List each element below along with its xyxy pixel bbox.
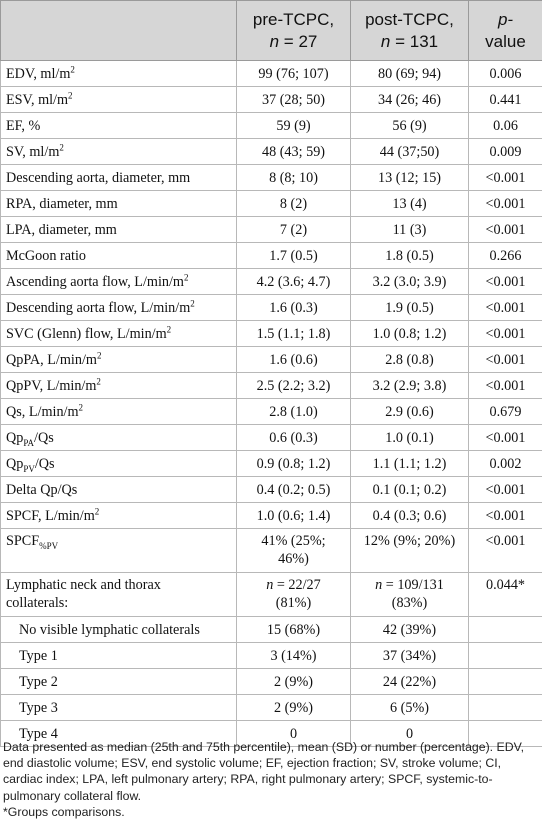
pre-value: 0.6 (0.3): [237, 425, 351, 451]
post-value: 24 (22%): [351, 669, 469, 695]
p-value: 0.006: [469, 61, 542, 87]
pre-value: 99 (76; 107): [237, 61, 351, 87]
row-label: SV, $ml/m^2$: [1, 139, 237, 165]
table-row-lymphatic: [1, 573, 542, 617]
header-post-count: = 131: [390, 31, 439, 51]
pre-value: 15 (68%): [237, 617, 351, 643]
p-value: <0.001: [469, 217, 542, 243]
header-pre-n: n: [269, 31, 280, 51]
row-label: $Qp_{PA}/Qs$: [1, 425, 237, 451]
post-value: 12% (9%; 20%): [351, 529, 469, 573]
row-label: Descending aorta flow, $L/\min/m^2$: [1, 295, 237, 321]
row-label: Type 2: [1, 669, 237, 695]
row-label: ESV, $ml/m^2$: [1, 87, 237, 113]
header-pre-count: = 27: [279, 31, 318, 51]
table-footnote: [3, 739, 539, 820]
header-p-value: [469, 1, 542, 61]
header-pre-line1: pre-TCPC,: [252, 9, 335, 29]
pre-value: 59 (9): [237, 113, 351, 139]
post-value: 11 (3): [351, 217, 469, 243]
p-value: [469, 643, 542, 669]
post-value: 42 (39%): [351, 617, 469, 643]
p-value: [469, 617, 542, 643]
table-body: [1, 61, 542, 747]
row-label: Type 4: [1, 721, 237, 747]
p-value: <0.001: [469, 269, 542, 295]
pre-value: 1.7 (0.5): [237, 243, 351, 269]
pre-value: n = 22/27 (81%): [237, 573, 351, 617]
pre-value: 1.0 (0.6; 1.4): [237, 503, 351, 529]
header-post-line1: post-TCPC,: [365, 9, 454, 29]
post-value: 13 (12; 15): [351, 165, 469, 191]
post-value: 56 (9): [351, 113, 469, 139]
row-label: QpPA, $L/\min/m^2$: [1, 347, 237, 373]
post-value: 6 (5%): [351, 695, 469, 721]
post-value: 0: [351, 721, 469, 747]
post-value: 34 (26; 46): [351, 87, 469, 113]
table-row: [1, 477, 542, 503]
pre-value: 1.5 (1.1; 1.8): [237, 321, 351, 347]
row-label: No visible lymphatic collaterals: [1, 617, 237, 643]
post-value: 44 (37;50): [351, 139, 469, 165]
post-value: 1.0 (0.8; 1.2): [351, 321, 469, 347]
pre-value: 2 (9%): [237, 669, 351, 695]
row-label: SPCF, $L/\min/m^2$: [1, 503, 237, 529]
p-value: <0.001: [469, 373, 542, 399]
row-label: $Qp_{PV}/Qs$: [1, 451, 237, 477]
post-value: n = 109/131 (83%): [351, 573, 469, 617]
pre-value: 48 (43; 59): [237, 139, 351, 165]
p-value: <0.001: [469, 165, 542, 191]
p-value: 0.002: [469, 451, 542, 477]
row-label: QpPV, $L/\min/m^2$: [1, 373, 237, 399]
p-value: 0.441: [469, 87, 542, 113]
p-value: <0.001: [469, 191, 542, 217]
table-row: [1, 503, 542, 529]
table-row-spcf-pv: [1, 529, 542, 573]
header-post-n: n: [380, 31, 391, 51]
pre-value: 2 (9%): [237, 695, 351, 721]
pre-value: 8 (2): [237, 191, 351, 217]
post-value: 2.8 (0.8): [351, 347, 469, 373]
table-row: [1, 451, 542, 477]
row-label: McGoon ratio: [1, 243, 237, 269]
pre-value: 7 (2): [237, 217, 351, 243]
table-row: [1, 243, 542, 269]
row-label: $SPCF_{\%PV}$: [1, 529, 237, 573]
table-row: [1, 61, 542, 87]
table-subrow: [1, 617, 542, 643]
table-subrow: [1, 643, 542, 669]
post-value: 3.2 (3.0; 3.9): [351, 269, 469, 295]
p-value: 0.679: [469, 399, 542, 425]
p-value: 0.009: [469, 139, 542, 165]
pre-value: 2.5 (2.2; 3.2): [237, 373, 351, 399]
pre-value: 0: [237, 721, 351, 747]
pre-value: 3 (14%): [237, 643, 351, 669]
post-value: 2.9 (0.6): [351, 399, 469, 425]
header-pre-tcpc: [237, 1, 351, 61]
table-row: [1, 399, 542, 425]
p-value: <0.001: [469, 425, 542, 451]
pre-value: 2.8 (1.0): [237, 399, 351, 425]
table-row: [1, 139, 542, 165]
post-value: 80 (69; 94): [351, 61, 469, 87]
p-value: <0.001: [469, 347, 542, 373]
p-value: <0.001: [469, 503, 542, 529]
footnote-star: *Groups comparisons.: [3, 804, 125, 819]
header-blank: [1, 1, 237, 61]
post-value: 3.2 (2.9; 3.8): [351, 373, 469, 399]
row-label: EDV, $ml/m^2$: [1, 61, 237, 87]
row-label: Type 1: [1, 643, 237, 669]
post-value: 1.0 (0.1): [351, 425, 469, 451]
row-label: EF, %: [1, 113, 237, 139]
post-value: 0.4 (0.3; 0.6): [351, 503, 469, 529]
post-value: 37 (34%): [351, 643, 469, 669]
table-row: [1, 321, 542, 347]
row-label: SVC (Glenn) flow, $L/\min/m^2$: [1, 321, 237, 347]
table-row: [1, 191, 542, 217]
pre-value: 4.2 (3.6; 4.7): [237, 269, 351, 295]
pre-value: 0.9 (0.8; 1.2): [237, 451, 351, 477]
table-row: [1, 295, 542, 321]
table-row: [1, 347, 542, 373]
post-value: 13 (4): [351, 191, 469, 217]
row-label: Qs, $L/\min/m^2$: [1, 399, 237, 425]
header-post-tcpc: [351, 1, 469, 61]
table-row: [1, 425, 542, 451]
row-label: Type 3: [1, 695, 237, 721]
post-value: 1.8 (0.5): [351, 243, 469, 269]
row-label: RPA, diameter, mm: [1, 191, 237, 217]
post-value: 1.9 (0.5): [351, 295, 469, 321]
p-value: 0.266: [469, 243, 542, 269]
p-value: [469, 695, 542, 721]
row-label: Descending aorta, diameter, mm: [1, 165, 237, 191]
pre-value: 37 (28; 50): [237, 87, 351, 113]
pre-value: 41% (25%; 46%): [237, 529, 351, 573]
table-row: [1, 87, 542, 113]
table-header: [1, 1, 542, 61]
row-label: Ascending aorta flow, $L/\min/m^2$: [1, 269, 237, 295]
pre-value: 0.4 (0.2; 0.5): [237, 477, 351, 503]
pre-value: 1.6 (0.6): [237, 347, 351, 373]
table-subrow: [1, 695, 542, 721]
table-row: [1, 165, 542, 191]
table-row: [1, 217, 542, 243]
p-value: 0.044*: [469, 573, 542, 617]
p-value: <0.001: [469, 295, 542, 321]
p-value: <0.001: [469, 477, 542, 503]
p-value: [469, 669, 542, 695]
p-value: <0.001: [469, 529, 542, 573]
post-value: 0.1 (0.1; 0.2): [351, 477, 469, 503]
pre-value: 8 (8; 10): [237, 165, 351, 191]
footnote-text: Data presented as median (25th and 75th percentile), mean (SD) or number (percentage). EDV, end diastolic volume; ESV, end systolic volume; EF, ejection fraction; SV, stroke volume; CI, cardiac index; LPA, left pulmonary artery; RPA, right pulmonary artery; SPCF, systemic-to-pulmonary collateral flow.: [3, 740, 525, 803]
row-label: Delta Qp/Qs: [1, 477, 237, 503]
table-row: [1, 373, 542, 399]
post-value: 1.1 (1.1; 1.2): [351, 451, 469, 477]
p-value: 0.06: [469, 113, 542, 139]
header-p-line2: value: [485, 31, 526, 51]
header-p-line1: p-: [497, 9, 514, 29]
row-label: Lymphatic neck and thorax collaterals:: [1, 573, 237, 617]
pre-value: 1.6 (0.3): [237, 295, 351, 321]
row-label: LPA, diameter, mm: [1, 217, 237, 243]
table-row: [1, 113, 542, 139]
table-subrow: [1, 669, 542, 695]
p-value: <0.001: [469, 321, 542, 347]
table-row: [1, 269, 542, 295]
